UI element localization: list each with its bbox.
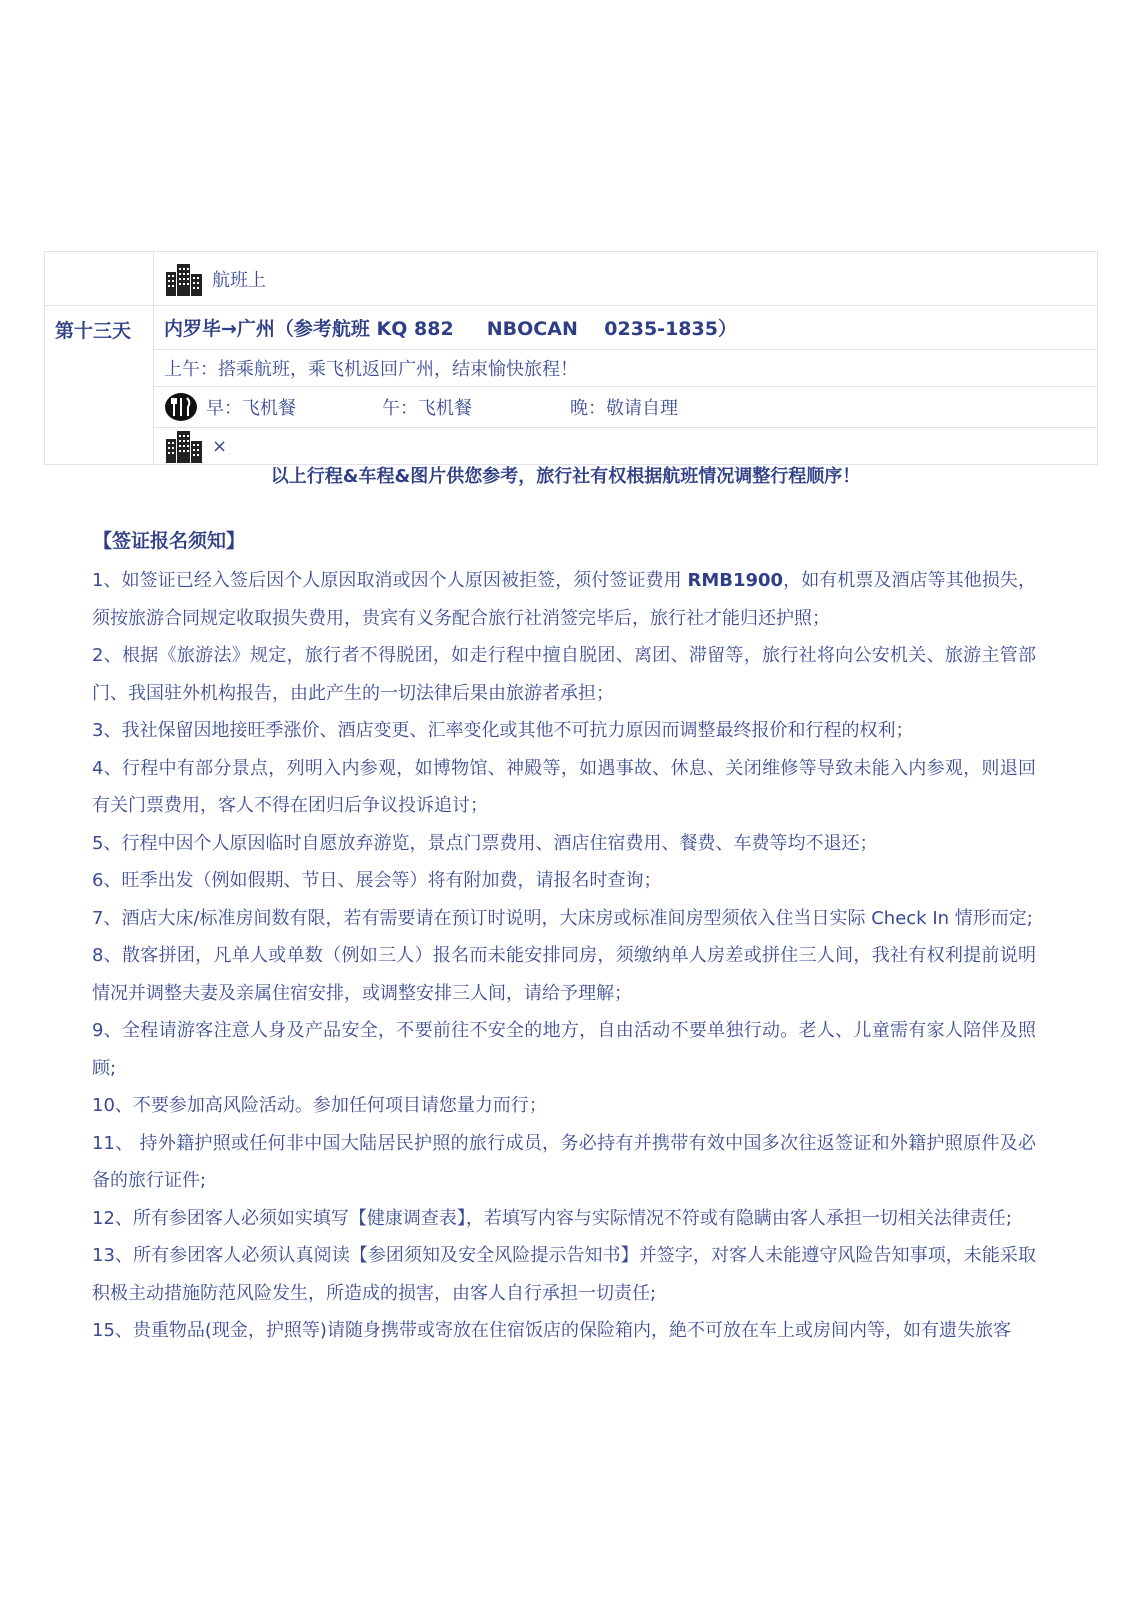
- breakfast-text: 早：飞机餐: [206, 398, 296, 419]
- day-label: 第十三天: [45, 306, 154, 465]
- term-item: 10、不要参加高风险活动。参加任何项目请您量力而行；: [92, 1095, 547, 1116]
- term-item: 8、散客拼团，凡单人或单数（例如三人）报名而未能安排同房，须缴纳单人房差或拼住三人间，我社有权利提前说明情况并调整夫妻及亲属住宿安排，或调整安排三人间，请给予理解；: [92, 945, 1036, 1004]
- term-item: 15、贵重物品(现金，护照等)请随身携带或寄放在住宿饭店的保险箱内，絶不可放在车上或房间内等，如有遗失旅客: [92, 1320, 1011, 1341]
- hotel-icon: [164, 262, 204, 296]
- term-item: 3、我社保留因地接旺季涨价、酒店变更、汇率变化或其他不可抗力原因而调整最终报价和行程的权利；: [92, 720, 914, 741]
- hotel-icon: [164, 429, 204, 463]
- term-item: 1、如签证已经入签后因个人原因取消或因个人原因被拒签，须付签证费用 RMB1900，如有机票及酒店等其他损失，须按旅游合同规定收取损失费用，贵宾有义务配合旅行社消签完毕后，旅行社才能归还护照；: [92, 570, 1037, 629]
- visa-section-title: 【签证报名须知】: [93, 530, 246, 552]
- term-item: 11、 持外籍护照或任何非中国大陆居民护照的旅行成员，务必持有并携带有效中国多次往返签证和外籍护照原件及必备的旅行证件;: [92, 1132, 1036, 1191]
- empty-day-cell: [45, 252, 154, 306]
- prev-hotel-text: 航班上: [212, 269, 266, 291]
- term-item: 5、行程中因个人原因临时自愿放弃游览，景点门票费用、酒店住宿费用、餐费、车费等均不退还；: [92, 832, 878, 854]
- hotel-text: ×: [212, 435, 228, 457]
- meal-icon: [164, 392, 198, 422]
- term-item: 13、所有参团客人必须认真阅读【参团须知及安全风险提示告知书】并签字，对客人未能遵守风险告知事项，未能采取积极主动措施防范风险发生，所造成的损害，由客人自行承担一切责任;: [92, 1245, 1036, 1304]
- route-cell: [154, 306, 1098, 350]
- term-item: 4、行程中有部分景点，列明入内参观，如博物馆、神殿等，如遇事故、休息、关闭维修等导致未能入内参观，则退回有关门票费用，客人不得在团归后争议投诉追讨；: [92, 757, 1036, 816]
- morning-cell: [154, 350, 1098, 387]
- visa-terms-list: [92, 562, 1036, 1350]
- dinner-text: 晚：敬请自理: [570, 398, 678, 419]
- term-item: 9、全程请游客注意人身及产品安全，不要前往不安全的地方，自由活动不要单独行动。老人、儿童需有家人陪伴及照顾;: [92, 1020, 1036, 1079]
- route-title: 内罗毕→广州（参考航班 KQ 882 NBOCAN 0235-1835）: [164, 318, 737, 340]
- itinerary-table: [44, 251, 1098, 465]
- term-item: 7、酒店大床/标准房间数有限，若有需要请在预订时说明，大床房或标准间房型须依入住当日实际 Check In 情形而定;: [92, 907, 1033, 929]
- term-item: 2、根据《旅游法》规定，旅行者不得脱团，如走行程中擅自脱团、离团、滞留等，旅行社将向公安机关、旅游主管部门、我国驻外机构报告，由此产生的一切法律后果由旅游者承担；: [92, 645, 1036, 704]
- itinerary-notice: 以上行程&车程&图片供您参考，旅行社有权根据航班情况调整行程顺序！: [270, 466, 861, 487]
- term-item: 12、所有参团客人必须如实填写【健康调查表】，若填写内容与实际情况不符或有隐瞒由客人承担一切相关法律责任;: [92, 1207, 1012, 1229]
- term-item: 6、旺季出发（例如假期、节日、展会等）将有附加费，请报名时查询；: [92, 870, 662, 891]
- prev-hotel-cell: [154, 252, 1098, 306]
- visa-fee: RMB1900: [687, 570, 784, 591]
- meals-cell: [154, 387, 1098, 428]
- morning-text: 上午：搭乘航班，乘飞机返回广州，结束愉快旅程！: [164, 359, 578, 380]
- lunch-text: 午：飞机餐: [382, 398, 472, 419]
- hotel-cell: [154, 428, 1098, 465]
